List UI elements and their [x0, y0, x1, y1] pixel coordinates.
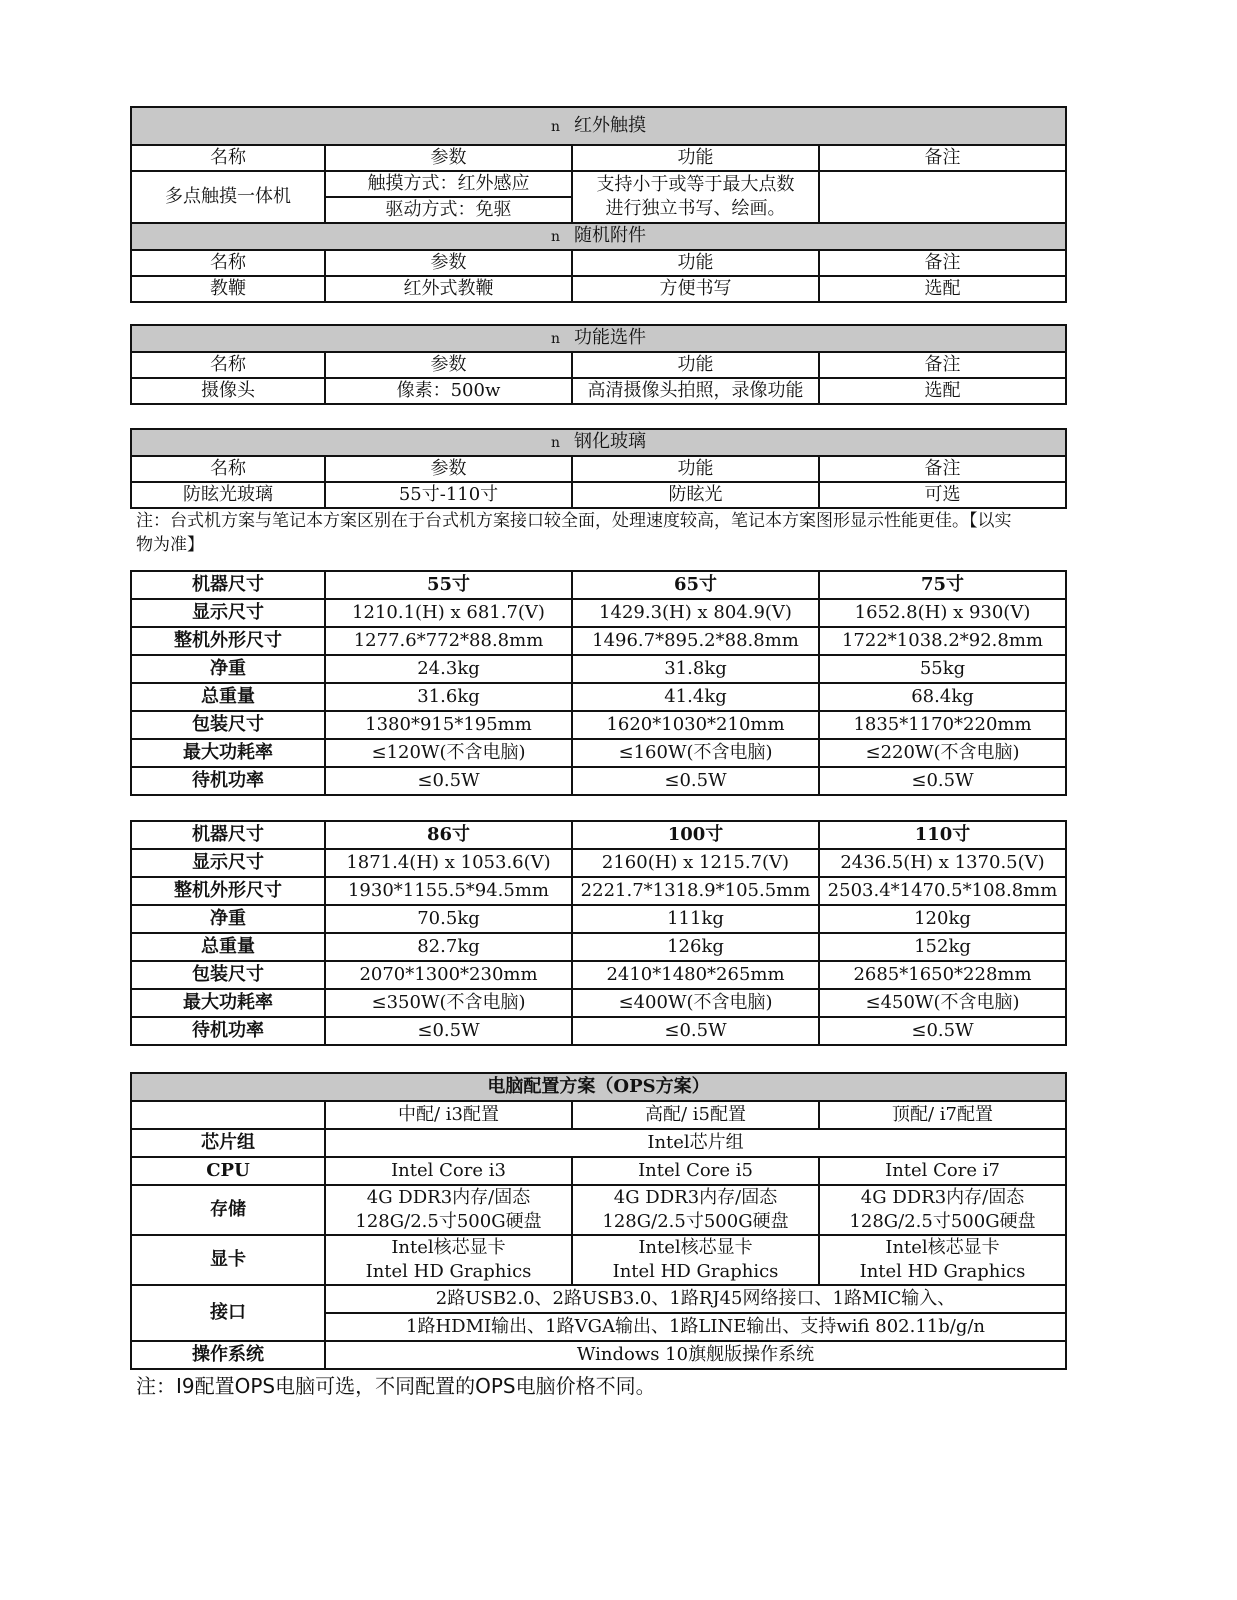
spec-cell: ≤0.5W — [572, 767, 819, 795]
spec-cell: 2503.4*1470.5*108.8mm — [819, 877, 1066, 905]
spec-cell: ≤450W(不含电脑) — [819, 989, 1066, 1017]
chipset-value: Intel芯片组 — [325, 1129, 1066, 1157]
spec-cell: 111kg — [572, 905, 819, 933]
spec-cell: 1210.1(H) x 681.7(V) — [325, 599, 572, 627]
spec-cell: 1277.6*772*88.8mm — [325, 627, 572, 655]
header-name: 名称 — [131, 250, 325, 276]
size-header: 65寸 — [572, 571, 819, 599]
spec-cell: ≤400W(不含电脑) — [572, 989, 819, 1017]
config-header: 顶配/ i7配置 — [819, 1101, 1066, 1129]
header-remark: 备注 — [819, 250, 1066, 276]
bullet-marker: n — [551, 229, 561, 245]
glass-remark: 可选 — [819, 482, 1066, 508]
spec-label: 最大功耗率 — [131, 989, 325, 1017]
spec-cell: ≤0.5W — [325, 767, 572, 795]
accessory-remark: 选配 — [819, 276, 1066, 302]
chipset-label: 芯片组 — [131, 1129, 325, 1157]
section-title: 随机附件 — [574, 225, 647, 246]
driver-mode: 驱动方式：免驱 — [325, 197, 572, 223]
spec-cell: ≤350W(不含电脑) — [325, 989, 572, 1017]
gpu-line2: Intel HD Graphics — [612, 1261, 779, 1282]
section-title: 钢化玻璃 — [574, 431, 647, 452]
gpu-label: 显卡 — [131, 1235, 325, 1285]
ops-section — [130, 1072, 1065, 1370]
header-remark: 备注 — [819, 456, 1066, 482]
gpu-line1: Intel核芯显卡 — [638, 1237, 753, 1258]
header-name: 名称 — [131, 352, 325, 378]
ops-title: 电脑配置方案（OPS方案） — [131, 1073, 1066, 1101]
spec-cell: 55kg — [819, 655, 1066, 683]
size-header: 86寸 — [325, 821, 572, 849]
options-table — [130, 324, 1067, 405]
note-line-2: 物为准】 — [136, 535, 204, 555]
storage-line2: 128G/2.5寸500G硬盘 — [355, 1211, 542, 1232]
header-func: 功能 — [572, 145, 819, 171]
option-name: 摄像头 — [131, 378, 325, 404]
spec-cell: 1620*1030*210mm — [572, 711, 819, 739]
option-param: 像素：500w — [325, 378, 572, 404]
cpu-value: Intel Core i5 — [572, 1157, 819, 1185]
size-header: 55寸 — [325, 571, 572, 599]
spec-cell: 1835*1170*220mm — [819, 711, 1066, 739]
touch-section — [130, 106, 1065, 303]
header-func: 功能 — [572, 456, 819, 482]
header-name: 名称 — [131, 456, 325, 482]
empty-cell — [131, 1101, 325, 1129]
spec-label: 净重 — [131, 655, 325, 683]
touch-remark — [819, 171, 1066, 223]
storage-line1: 4G DDR3内存/固态 — [366, 1187, 531, 1208]
touch-function — [572, 171, 819, 223]
header-param: 参数 — [325, 352, 572, 378]
spec-label: 包装尺寸 — [131, 711, 325, 739]
header-param: 参数 — [325, 250, 572, 276]
spec-cell: ≤0.5W — [572, 1017, 819, 1045]
spec-table — [130, 570, 1067, 796]
cpu-value: Intel Core i7 — [819, 1157, 1066, 1185]
config-header: 中配/ i3配置 — [325, 1101, 572, 1129]
ports-label: 接口 — [131, 1285, 325, 1341]
spec-cell: 1380*915*195mm — [325, 711, 572, 739]
spec-cell: 1652.8(H) x 930(V) — [819, 599, 1066, 627]
header-name: 名称 — [131, 145, 325, 171]
storage-line1: 4G DDR3内存/固态 — [613, 1187, 778, 1208]
device-name: 多点触摸一体机 — [131, 171, 325, 223]
spec-label: 机器尺寸 — [131, 821, 325, 849]
os-label: 操作系统 — [131, 1341, 325, 1369]
spec-cell: 2410*1480*265mm — [572, 961, 819, 989]
bullet-marker: n — [551, 118, 561, 135]
spec-label: 最大功耗率 — [131, 739, 325, 767]
ports-line1: 2路USB2.0、2路USB3.0、1路RJ45网络接口、1路MIC输入、 — [325, 1285, 1066, 1313]
spec-label: 机器尺寸 — [131, 571, 325, 599]
spec-cell: 1429.3(H) x 804.9(V) — [572, 599, 819, 627]
touch-table — [130, 106, 1067, 303]
spec-cell: 68.4kg — [819, 683, 1066, 711]
spec-label: 整机外形尺寸 — [131, 627, 325, 655]
spec-cell: 41.4kg — [572, 683, 819, 711]
header-func: 功能 — [572, 250, 819, 276]
storage-line2: 128G/2.5寸500G硬盘 — [849, 1211, 1036, 1232]
glass-func: 防眩光 — [572, 482, 819, 508]
size-header: 110寸 — [819, 821, 1066, 849]
touch-section-header — [131, 107, 1066, 145]
accessories-section-header — [131, 223, 1066, 250]
touch-function-line2: 进行独立书写、绘画。 — [605, 198, 786, 219]
section-title: 红外触摸 — [574, 114, 647, 136]
touch-mode: 触摸方式：红外感应 — [325, 171, 572, 197]
spec-cell: 2160(H) x 1215.7(V) — [572, 849, 819, 877]
spec-cell: 2221.7*1318.9*105.5mm — [572, 877, 819, 905]
spec-cell: ≤220W(不含电脑) — [819, 739, 1066, 767]
spec-cell: 1496.7*895.2*88.8mm — [572, 627, 819, 655]
options-section — [130, 324, 1065, 405]
spec-label: 显示尺寸 — [131, 599, 325, 627]
spec-cell: 1722*1038.2*92.8mm — [819, 627, 1066, 655]
spec-cell: 82.7kg — [325, 933, 572, 961]
spec-cell: 2436.5(H) x 1370.5(V) — [819, 849, 1066, 877]
storage-line2: 128G/2.5寸500G硬盘 — [602, 1211, 789, 1232]
os-value: Windows 10旗舰版操作系统 — [325, 1341, 1066, 1369]
spec-table-1 — [130, 570, 1065, 796]
cpu-value: Intel Core i3 — [325, 1157, 572, 1185]
gpu-value — [819, 1235, 1066, 1285]
storage-label: 存储 — [131, 1185, 325, 1235]
gpu-line2: Intel HD Graphics — [859, 1261, 1026, 1282]
size-header: 75寸 — [819, 571, 1066, 599]
spec-table — [130, 820, 1067, 1046]
spec-cell: 2685*1650*228mm — [819, 961, 1066, 989]
gpu-value — [572, 1235, 819, 1285]
option-remark: 选配 — [819, 378, 1066, 404]
spec-label: 包装尺寸 — [131, 961, 325, 989]
gpu-line1: Intel核芯显卡 — [885, 1237, 1000, 1258]
spec-cell: 31.8kg — [572, 655, 819, 683]
spec-cell: 1871.4(H) x 1053.6(V) — [325, 849, 572, 877]
storage-value — [572, 1185, 819, 1235]
spec-cell: 70.5kg — [325, 905, 572, 933]
cpu-label: CPU — [131, 1157, 325, 1185]
spec-cell: ≤0.5W — [819, 1017, 1066, 1045]
bullet-marker: n — [551, 331, 561, 347]
glass-section-header — [131, 429, 1066, 456]
note-desktop-vs-laptop — [136, 509, 1012, 557]
gpu-line1: Intel核芯显卡 — [391, 1237, 506, 1258]
bullet-marker: n — [551, 435, 561, 451]
ops-table — [130, 1072, 1067, 1370]
glass-table — [130, 428, 1067, 509]
accessory-param: 红外式教鞭 — [325, 276, 572, 302]
ops-note: 注：I9配置OPS电脑可选，不同配置的OPS电脑价格不同。 — [136, 1374, 656, 1398]
spec-cell: 24.3kg — [325, 655, 572, 683]
accessory-func: 方便书写 — [572, 276, 819, 302]
config-header: 高配/ i5配置 — [572, 1101, 819, 1129]
header-remark: 备注 — [819, 352, 1066, 378]
spec-label: 总重量 — [131, 933, 325, 961]
glass-param: 55寸-110寸 — [325, 482, 572, 508]
spec-cell: 126kg — [572, 933, 819, 961]
gpu-line2: Intel HD Graphics — [365, 1261, 532, 1282]
size-header: 100寸 — [572, 821, 819, 849]
glass-name: 防眩光玻璃 — [131, 482, 325, 508]
touch-function-line1: 支持小于或等于最大点数 — [596, 174, 795, 195]
header-param: 参数 — [325, 145, 572, 171]
spec-label: 净重 — [131, 905, 325, 933]
spec-table-2 — [130, 820, 1065, 1046]
spec-label: 待机功率 — [131, 767, 325, 795]
spec-cell: 1930*1155.5*94.5mm — [325, 877, 572, 905]
accessory-name: 教鞭 — [131, 276, 325, 302]
spec-cell: ≤120W(不含电脑) — [325, 739, 572, 767]
spec-cell: ≤0.5W — [325, 1017, 572, 1045]
storage-value — [819, 1185, 1066, 1235]
header-func: 功能 — [572, 352, 819, 378]
ports-line2: 1路HDMI输出、1路VGA输出、1路LINE输出、支持wifi 802.11b/g/n — [325, 1313, 1066, 1341]
spec-cell: 2070*1300*230mm — [325, 961, 572, 989]
gpu-value — [325, 1235, 572, 1285]
storage-line1: 4G DDR3内存/固态 — [860, 1187, 1025, 1208]
spec-cell: ≤0.5W — [819, 767, 1066, 795]
options-section-header — [131, 325, 1066, 352]
spec-cell: 152kg — [819, 933, 1066, 961]
header-remark: 备注 — [819, 145, 1066, 171]
option-func: 高清摄像头拍照，录像功能 — [572, 378, 819, 404]
spec-cell: ≤160W(不含电脑) — [572, 739, 819, 767]
spec-cell: 31.6kg — [325, 683, 572, 711]
spec-label: 显示尺寸 — [131, 849, 325, 877]
storage-value — [325, 1185, 572, 1235]
header-param: 参数 — [325, 456, 572, 482]
spec-label: 总重量 — [131, 683, 325, 711]
spec-label: 整机外形尺寸 — [131, 877, 325, 905]
spec-label: 待机功率 — [131, 1017, 325, 1045]
glass-section — [130, 428, 1065, 509]
spec-cell: 120kg — [819, 905, 1066, 933]
note-line-1: 注：台式机方案与笔记本方案区别在于台式机方案接口较全面，处理速度较高，笔记本方案图形显示性能更佳。【以实 — [136, 511, 1012, 531]
section-title: 功能选件 — [574, 327, 647, 348]
